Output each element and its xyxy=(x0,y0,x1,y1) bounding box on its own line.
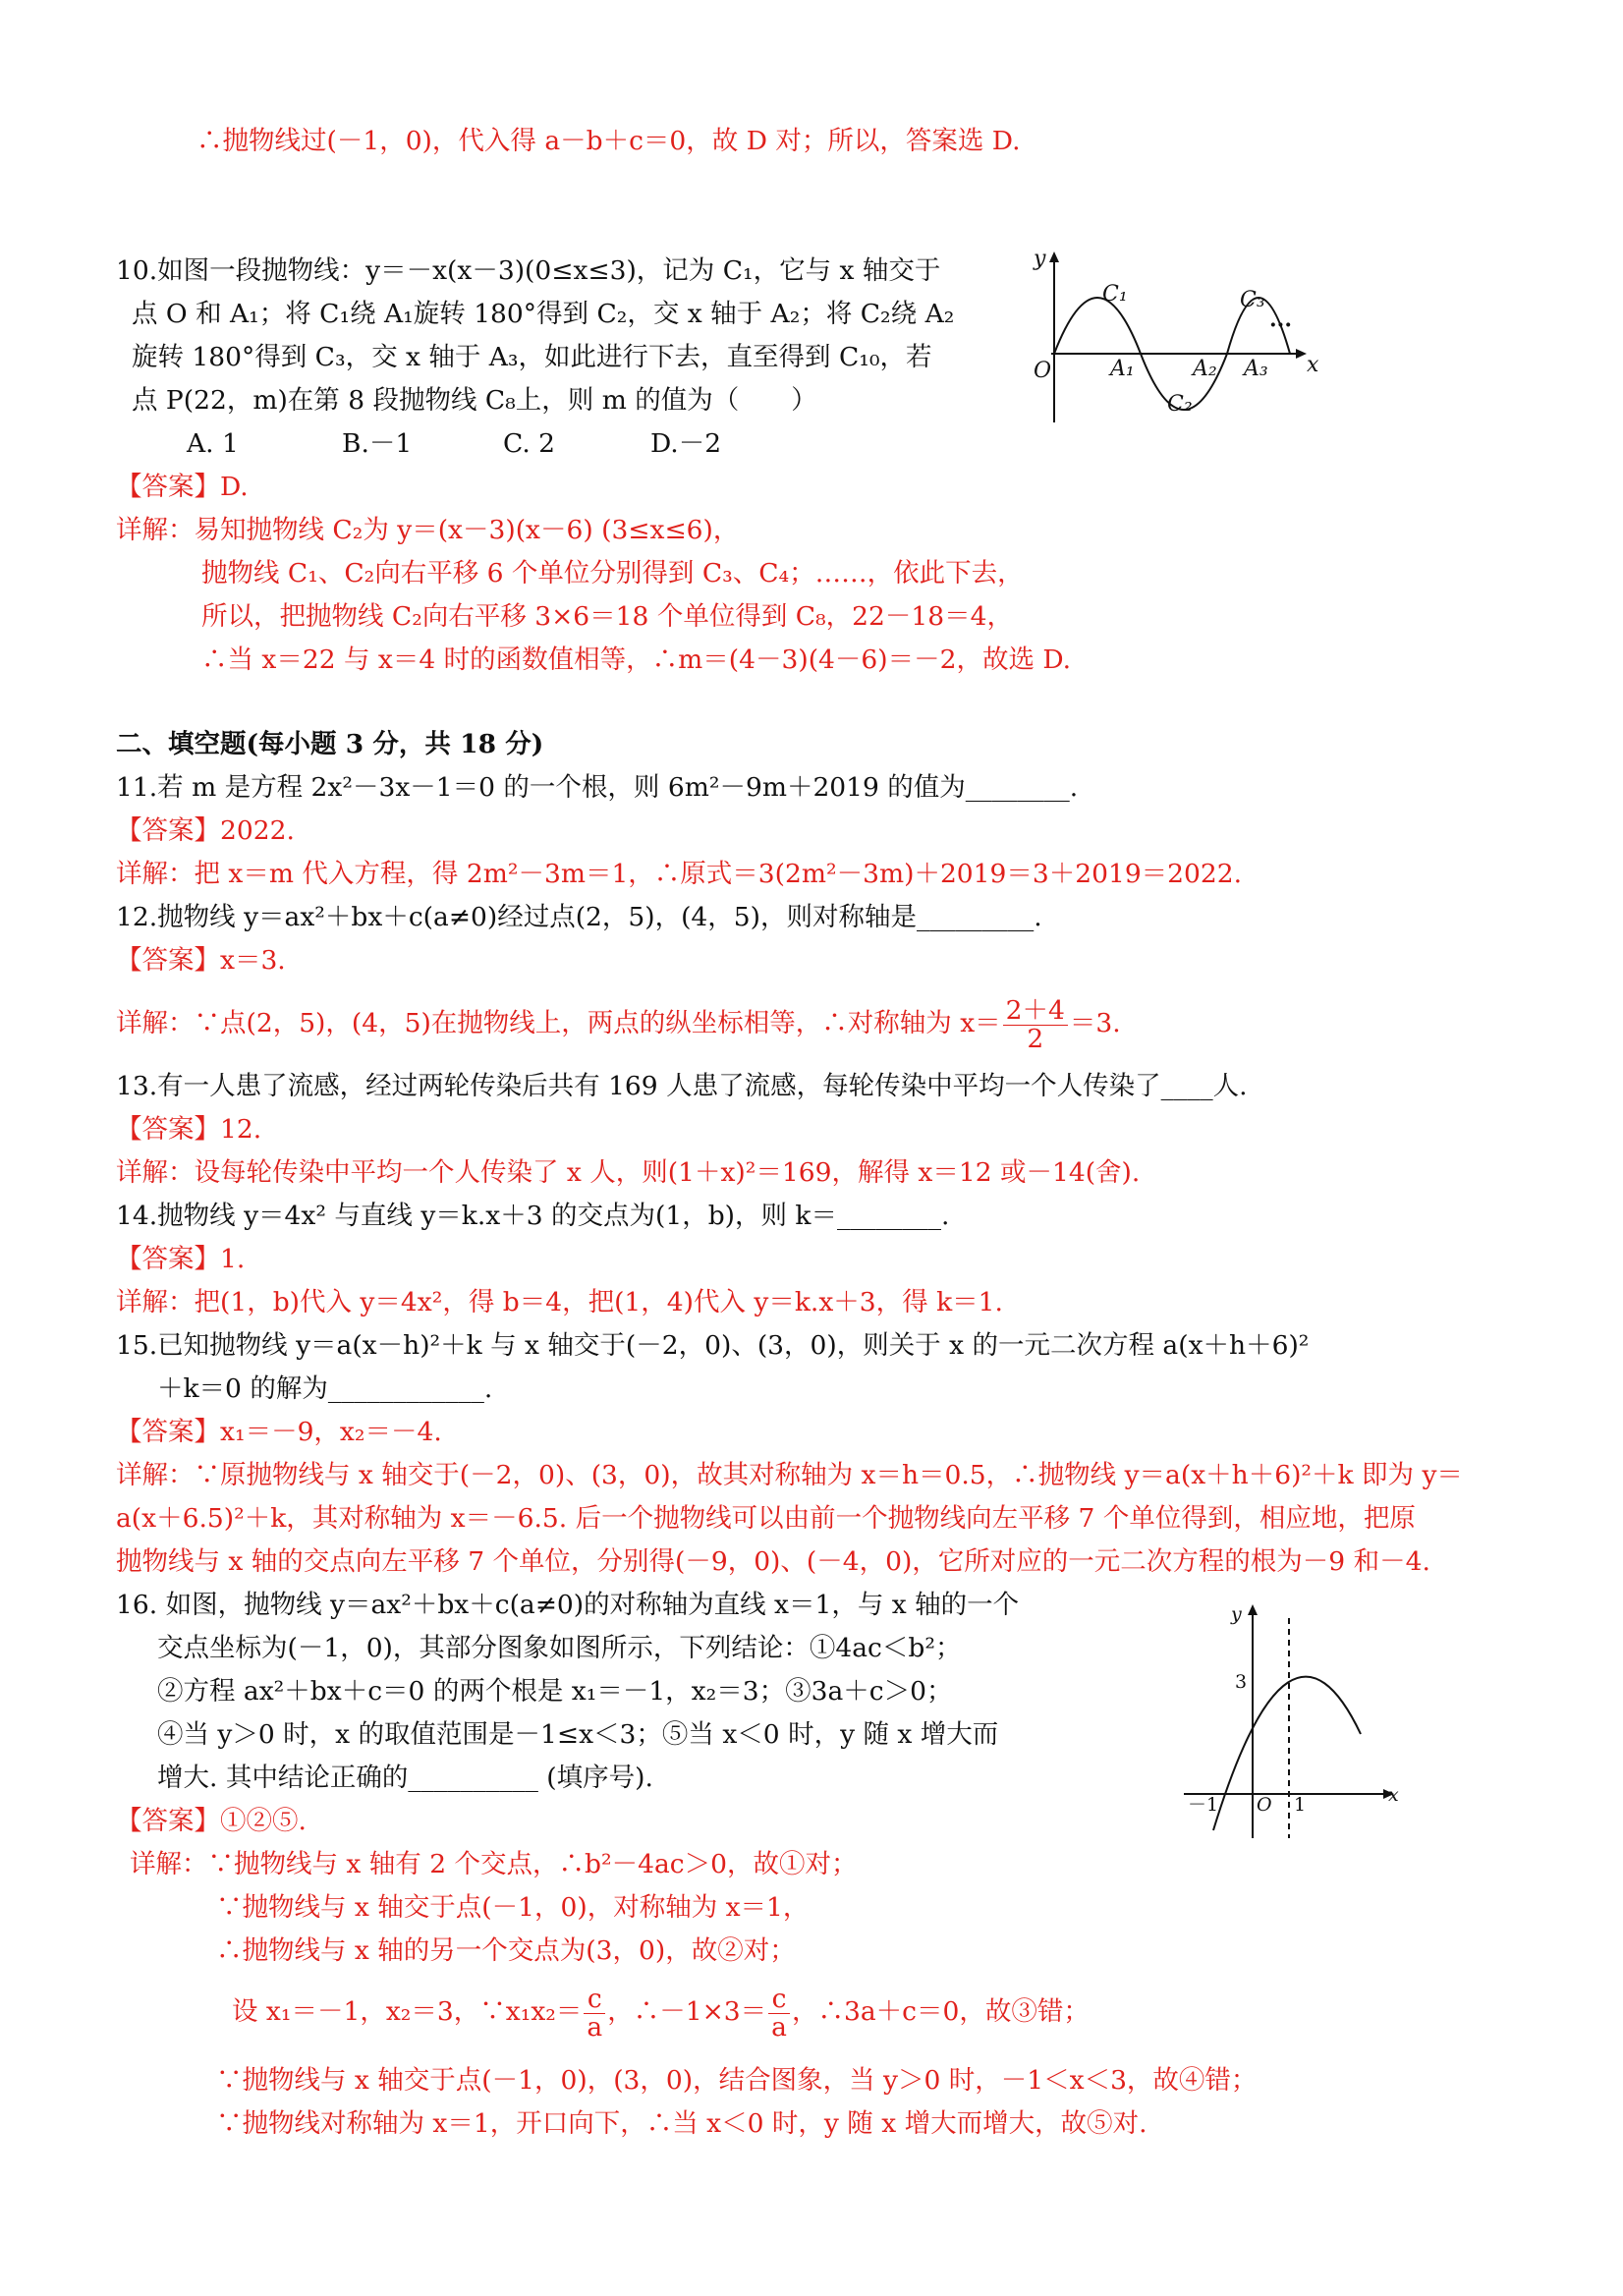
q10-stem-line-4: 点 P(22，m)在第 8 段抛物线 C₈上，则 m 的值为（ ） xyxy=(132,385,817,416)
q16-y-axis-arrow xyxy=(1248,1604,1258,1615)
q16-y-label: y xyxy=(1231,1603,1242,1625)
q11-stem: 11.若 m 是方程 2x²－3x－1＝0 的一个根，则 6m²－9m＋2019 的值为________. xyxy=(116,772,1079,803)
q14-stem: 14.抛物线 y＝4x² 与直线 y＝k.x＋3 的交点为(1，b)，则 k＝________. xyxy=(116,1201,950,1231)
q10-x-label: x xyxy=(1307,353,1319,377)
q10-x-axis-arrow xyxy=(1296,349,1307,359)
q13-answer: 【答案】12. xyxy=(116,1114,262,1145)
q12-fraction-numerator: 2＋4 xyxy=(1005,994,1065,1026)
q10-c1-label: C₁ xyxy=(1102,282,1128,307)
q10-detail-line-1: 详解：易知抛物线 C₂为 y＝(x－3)(x－6) (3≤x≤6)， xyxy=(116,515,740,545)
q16-fraction-2 xyxy=(768,1983,790,2043)
q9-conclusion: ∴抛物线过(－1，0)，代入得 a－b＋c＝0，故 D 对；所以，答案选 D. xyxy=(196,126,1021,156)
q16-y-intercept-label: 3 xyxy=(1235,1671,1248,1693)
q16-one-label: 1 xyxy=(1294,1794,1307,1816)
q16-detail-line-3: ∴抛物线与 x 轴的另一个交点为(3，0)，故②对； xyxy=(216,1935,796,1966)
q10-option-a: A. 1 xyxy=(187,428,239,459)
q12-stem: 12.抛物线 y＝ax²＋bx＋c(a≠0)经过点(2，5)，(4，5)，则对称轴是_________. xyxy=(116,902,1042,932)
q13-detail: 详解：设每轮传染中平均一个人传染了 x 人，则(1＋x)²＝169，解得 x＝12 或－14(舍). xyxy=(116,1157,1141,1188)
q16-stem-line-2: 交点坐标为(－1，0)，其部分图象如图所示，下列结论：①4ac＜b²； xyxy=(157,1633,962,1663)
q10-answer: 【答案】D. xyxy=(116,472,249,502)
q11-answer: 【答案】2022. xyxy=(116,815,295,846)
q10-c2-label: C₂ xyxy=(1167,392,1193,417)
q12-fraction xyxy=(1003,994,1068,1054)
q16-fraction-1-denominator: a xyxy=(584,2013,605,2042)
q16-fraction-2-numerator: c xyxy=(771,1983,787,2014)
q10-a3-label: A₃ xyxy=(1244,357,1268,381)
q10-option-b: B.－1 xyxy=(342,428,413,459)
q10-detail-line-4: ∴当 x＝22 与 x＝4 时的函数值相等，∴m＝(4－3)(4－6)＝－2，故选 D. xyxy=(201,644,1072,675)
q16-fraction-1 xyxy=(584,1983,605,2043)
q16-stem-line-3: ②方程 ax²＋bx＋c＝0 的两个根是 x₁＝－1，x₂＝3；③3a＋c＞0； xyxy=(157,1676,953,1707)
q16-x-label: x xyxy=(1388,1784,1399,1806)
q16-detail-line-4: ∵抛物线与 x 轴交于点(－1，0)，(3，0)，结合图象，当 y＞0 时，－1＜x＜3，故④错； xyxy=(216,2065,1258,2096)
section2-title: 二、填空题(每小题 3 分，共 18 分) xyxy=(116,729,544,759)
q16-frac-line-suffix: ，∴3a＋c＝0，故③错； xyxy=(791,1996,1090,2027)
q16-stem-line-1: 16. 如图，抛物线 y＝ax²＋bx＋c(a≠0)的对称轴为直线 x＝1，与 x 轴的一个 xyxy=(116,1590,1020,1620)
q13-stem: 13.有一人患了流感，经过两轮传染后共有 169 人患了流感，每轮传染中平均一个人传染了____人. xyxy=(116,1071,1248,1101)
q10-option-c: C. 2 xyxy=(503,428,556,459)
q16-stem-line-4: ④当 y＞0 时，x 的取值范围是－1≤x＜3；⑤当 x＜0 时，y 随 x 增大而 xyxy=(157,1719,999,1750)
q15-stem-line-1: 15.已知抛物线 y＝a(x－h)²＋k 与 x 轴交于(－2，0)、(3，0)，则关于 x 的一元二次方程 a(x＋h＋6)² xyxy=(116,1330,1310,1361)
q16-answer: 【答案】①②⑤. xyxy=(116,1806,307,1836)
q16-neg1-label: －1 xyxy=(1188,1794,1219,1816)
q10-detail-line-3: 所以，把抛物线 C₂向右平移 3×6＝18 个单位得到 C₈，22－18＝4， xyxy=(201,601,1013,632)
q16-stem-line-5: 增大. 其中结论正确的__________ (填序号). xyxy=(157,1763,653,1793)
q16-frac-line-prefix: 设 x₁＝－1，x₂＝3，∵x₁x₂＝ xyxy=(232,1996,583,2027)
q15-detail-line-1: 详解：∵原抛物线与 x 轴交于(－2，0)、(3，0)，故其对称轴为 x＝h＝0.5，∴抛物线 y＝a(x＋h＋6)²＋k 即为 y＝ xyxy=(116,1460,1463,1490)
q12-detail xyxy=(116,994,1121,1053)
q10-stem-line-1: 10.如图一段抛物线：y＝－x(x－3)(0≤x≤3)，记为 C₁，它与 x 轴交于 xyxy=(116,255,941,286)
q15-stem-line-2: ＋k＝0 的解为____________. xyxy=(157,1373,493,1404)
q14-answer: 【答案】1. xyxy=(116,1244,246,1274)
q16-detail-fraction-line xyxy=(232,1981,1090,2044)
q15-detail-line-3: 抛物线与 x 轴的交点向左平移 7 个单位，分别得(－9，0)、(－4，0)，它所对应的一元二次方程的根为－9 和－4. xyxy=(116,1546,1430,1577)
q16-origin-label: O xyxy=(1257,1794,1272,1816)
q16-frac-line-mid: ，∴－1×3＝ xyxy=(607,1996,767,2027)
q16-fraction-2-denominator: a xyxy=(768,2013,790,2042)
q10-parabola-chain-figure xyxy=(1012,246,1326,427)
q10-stem-line-3: 旋转 180°得到 C₃，交 x 轴于 A₃，如此进行下去，直至得到 C₁₀，若 xyxy=(132,342,932,372)
q15-answer: 【答案】x₁＝－9，x₂＝－4. xyxy=(116,1417,442,1447)
q10-c3-label: C₃ xyxy=(1240,288,1265,312)
q10-y-label: y xyxy=(1034,247,1046,271)
q12-answer: 【答案】x＝3. xyxy=(116,945,286,976)
q16-parabola-figure xyxy=(1174,1596,1410,1842)
q10-detail-line-2: 抛物线 C₁、C₂向右平移 6 个单位分别得到 C₃、C₄；……，依此下去， xyxy=(201,558,1024,588)
q11-detail: 详解：把 x＝m 代入方程，得 2m²－3m＝1，∴原式＝3(2m²－3m)＋2019＝3＋2019＝2022. xyxy=(116,859,1243,889)
q10-origin-label: O xyxy=(1034,359,1052,383)
q10-a2-label: A₂ xyxy=(1193,357,1217,381)
q10-continuation-dots: ··· xyxy=(1269,312,1292,338)
q10-stem-line-2: 点 O 和 A₁；将 C₁绕 A₁旋转 180°得到 C₂，交 x 轴于 A₂；将 C₂绕 A₂ xyxy=(132,299,955,329)
q10-y-axis-arrow xyxy=(1049,252,1059,262)
q10-option-d: D.－2 xyxy=(650,428,722,459)
q15-detail-line-2: a(x＋6.5)²＋k，其对称轴为 x＝－6.5. 后一个抛物线可以由前一个抛物线向左平移 7 个单位得到，相应地，把原 xyxy=(116,1503,1416,1534)
q16-detail-line-1: 详解：∵抛物线与 x 轴有 2 个交点，∴b²－4ac＞0，故①对； xyxy=(130,1849,858,1879)
q12-fraction-denominator: 2 xyxy=(1003,1025,1068,1053)
q16-detail-line-5: ∵抛物线对称轴为 x＝1，开口向下，∴当 x＜0 时，y 随 x 增大而增大，故⑤对. xyxy=(216,2108,1147,2139)
q10-a1-label: A₁ xyxy=(1110,357,1135,381)
q16-parabola-curve xyxy=(1213,1677,1361,1830)
q10-arc-c1 xyxy=(1054,298,1141,354)
q12-detail-prefix: 详解：∵点(2，5)，(4，5)在抛物线上，两点的纵坐标相等，∴对称轴为 x＝ xyxy=(116,1008,1001,1038)
q12-detail-suffix: ＝3. xyxy=(1069,1008,1121,1038)
q14-detail: 详解：把(1，b)代入 y＝4x²，得 b＝4，把(1，4)代入 y＝k.x＋3，得 k＝1. xyxy=(116,1287,1003,1317)
q16-fraction-1-numerator: c xyxy=(587,1983,602,2014)
q16-detail-line-2: ∵抛物线与 x 轴交于点(－1，0)，对称轴为 x＝1， xyxy=(216,1892,810,1923)
